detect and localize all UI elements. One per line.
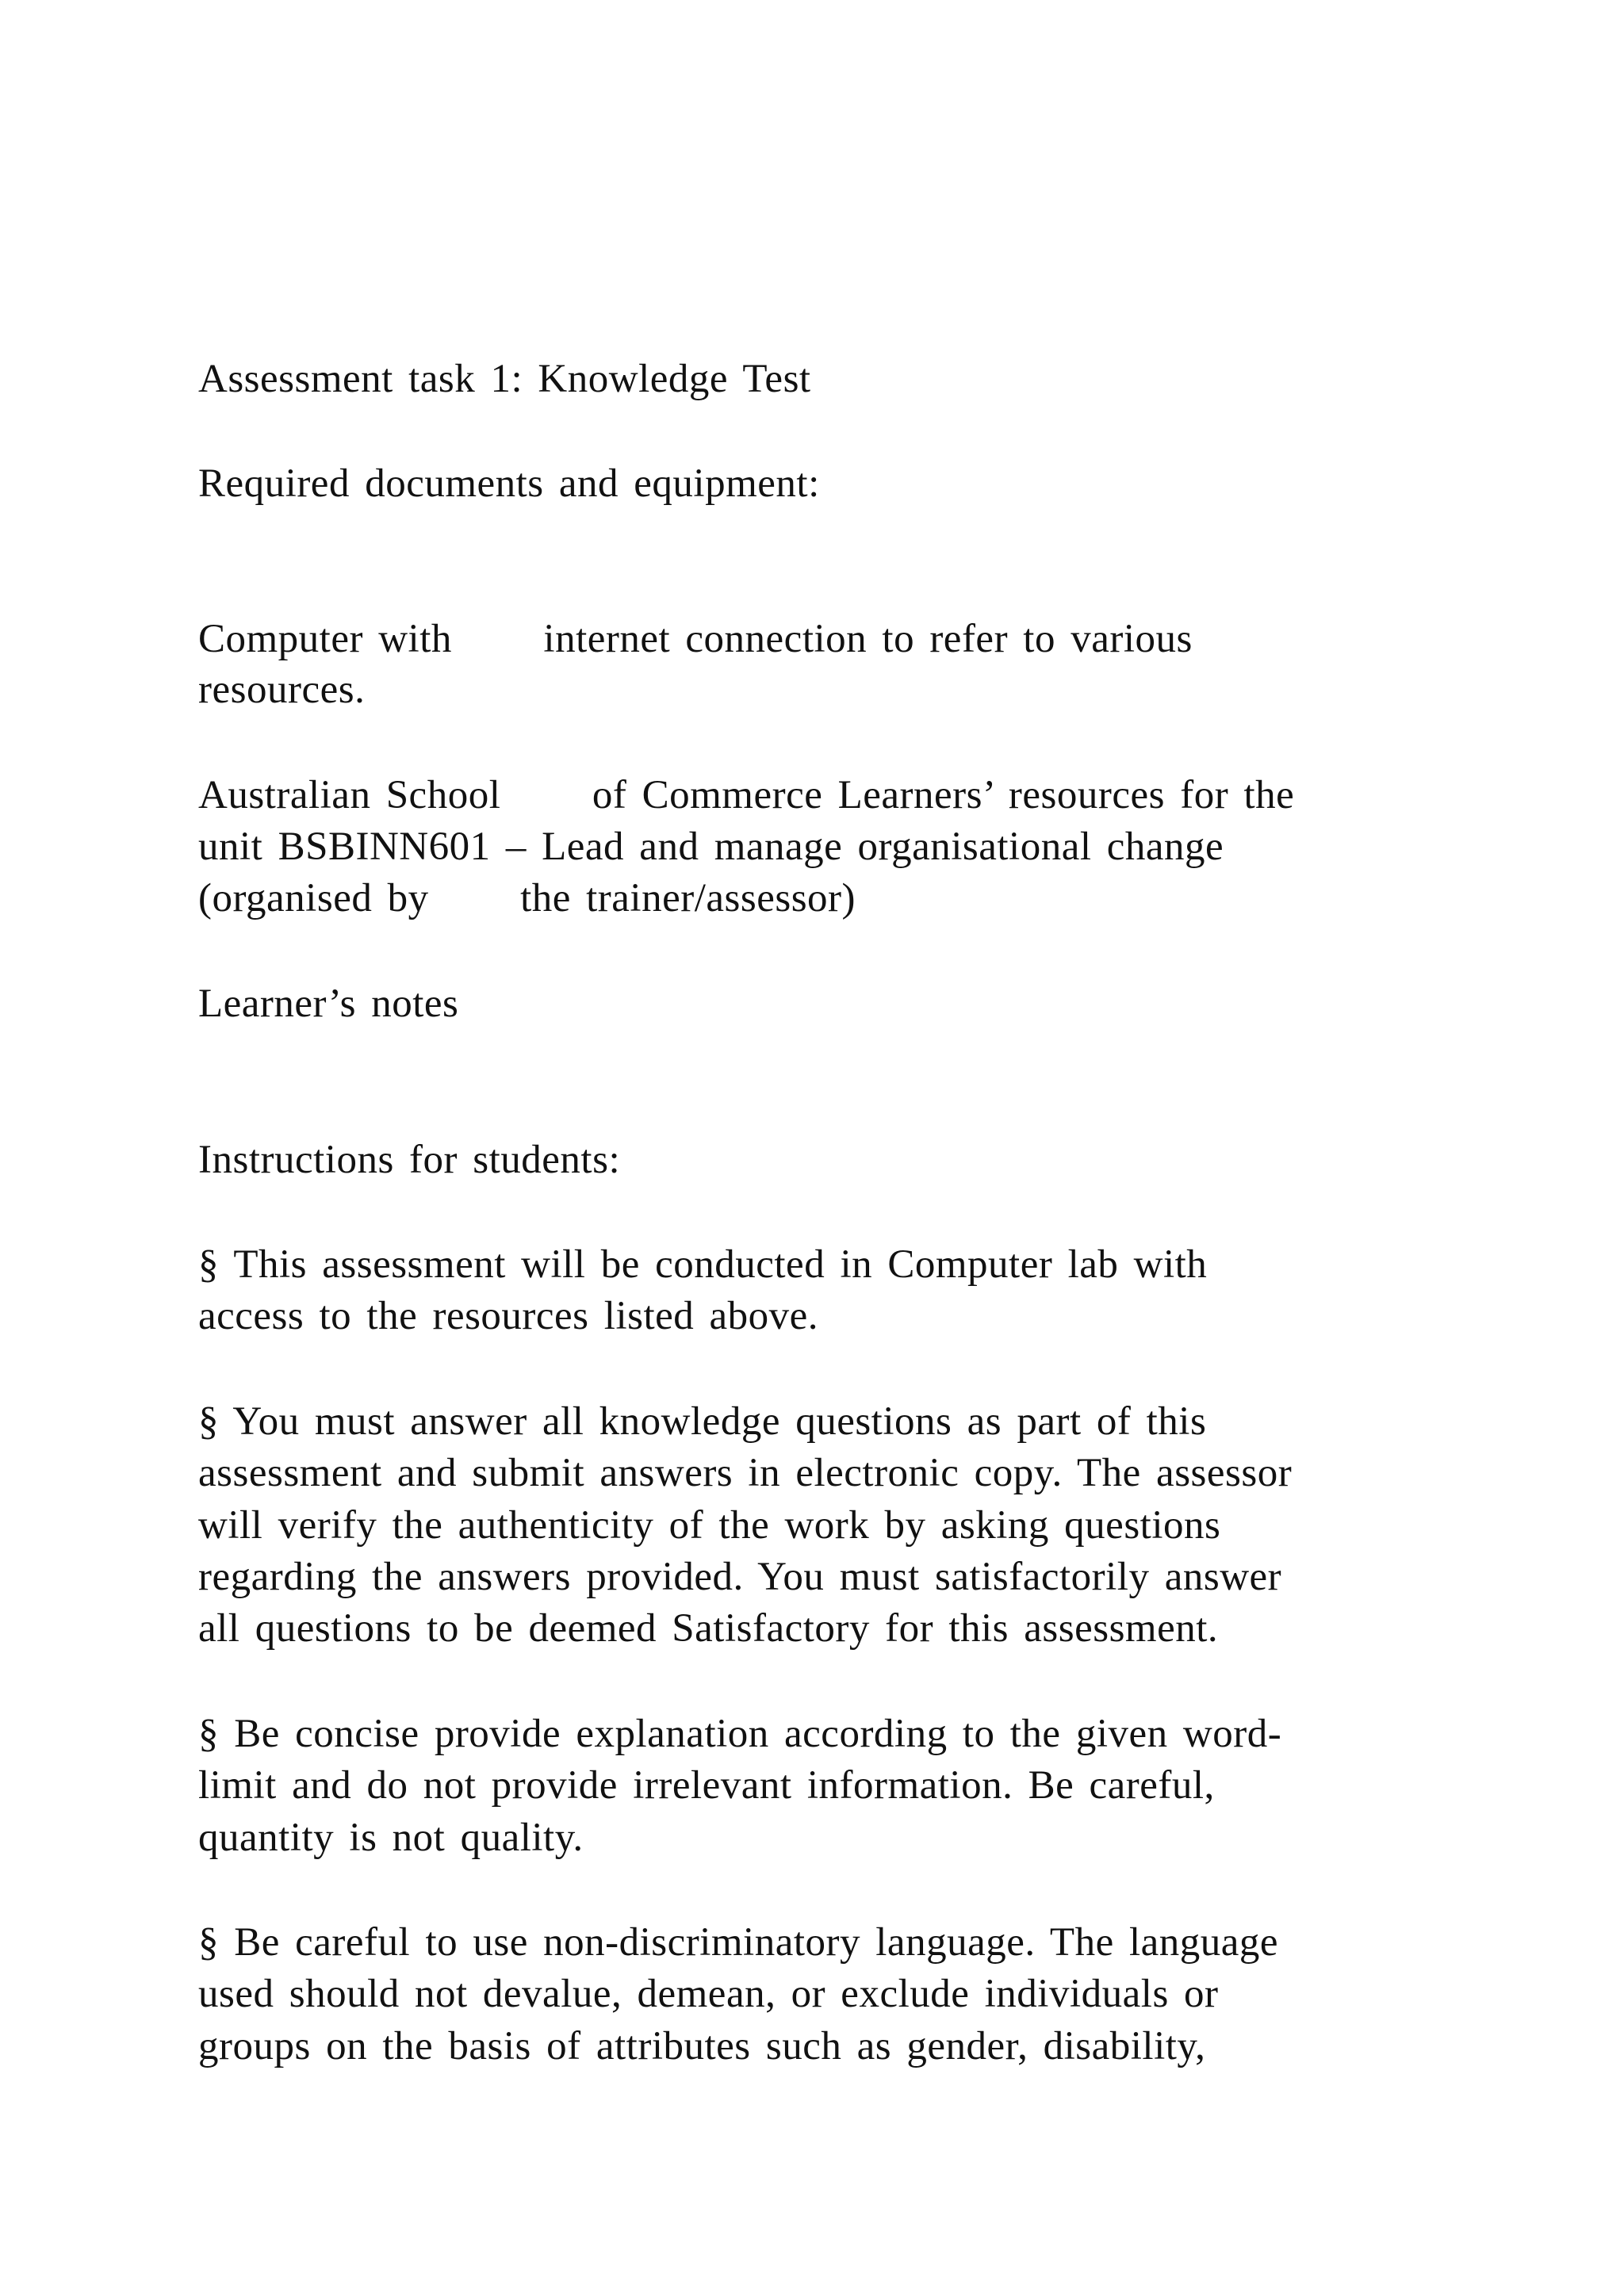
bullet1-line-2: access to the resources listed above.	[198, 1294, 819, 1338]
bullet1-line-1: § This assessment will be conducted in Computer lab with	[198, 1242, 1208, 1287]
computer-line-2: resources.	[198, 668, 366, 712]
learner-notes: Learner’s notes	[198, 982, 459, 1026]
asc-line-3: (organised by the trainer/assessor)	[198, 876, 856, 920]
instructions-heading: Instructions for students:	[198, 1138, 621, 1182]
bullet2-line-2: assessment and submit answers in electronic copy. The assessor	[198, 1451, 1293, 1495]
page-title: Assessment task 1: Knowledge Test	[198, 357, 811, 401]
bullet2-line-4: regarding the answers provided. You must satisfactorily answer	[198, 1555, 1282, 1599]
bullet4-line-3: groups on the basis of attributes such as gender, disability,	[198, 2024, 1206, 2068]
required-heading: Required documents and equipment:	[198, 461, 820, 506]
bullet4-line-2: used should not devalue, demean, or exclude individuals or	[198, 1972, 1219, 2016]
bullet3-line-2: limit and do not provide irrelevant information. Be careful,	[198, 1763, 1215, 1808]
bullet4-line-1: § Be careful to use non-discriminatory language. The language	[198, 1920, 1279, 1965]
bullet3-line-1: § Be concise provide explanation according to the given word-	[198, 1712, 1282, 1756]
bullet2-line-3: will verify the authenticity of the work by asking questions	[198, 1503, 1221, 1548]
computer-line-1: Computer with internet connection to refer to various	[198, 617, 1193, 661]
asc-line-1: Australian School of Commerce Learners’ resources for the	[198, 773, 1295, 817]
bullet3-line-3: quantity is not quality.	[198, 1816, 584, 1860]
bullet2-line-1: § You must answer all knowledge questions as part of this	[198, 1399, 1207, 1444]
asc-line-2: unit BSBINN601 – Lead and manage organisational change	[198, 825, 1224, 869]
bullet2-line-5: all questions to be deemed Satisfactory for this assessment.	[198, 1606, 1219, 1651]
